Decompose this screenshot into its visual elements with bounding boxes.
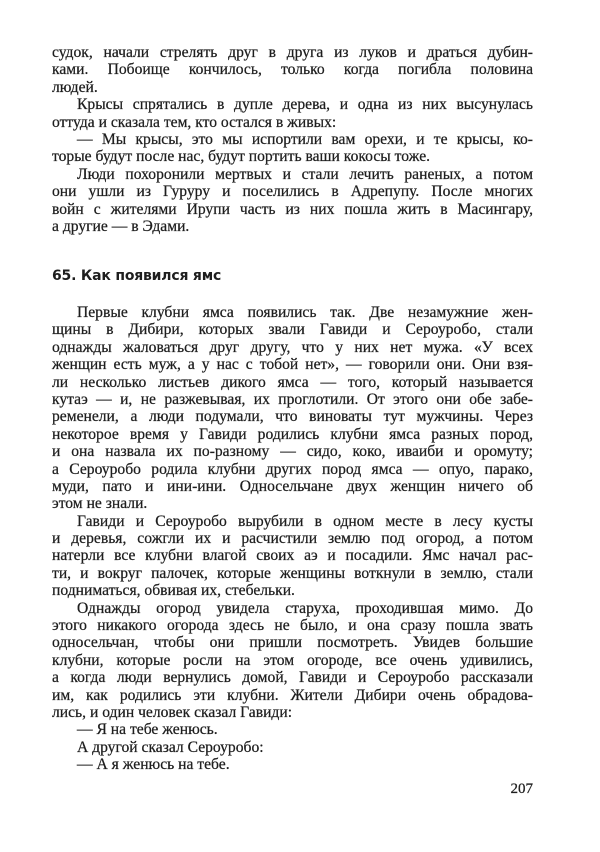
text-line: и деревья, сожгли их и расчистили землю под огород, а потом <box>52 530 533 548</box>
text-block-section <box>52 304 533 774</box>
text-line: судок, начали стрелять друг в друга из луков и драться дубин- <box>52 44 533 61</box>
text-line: оттуда и сказала тем, кто остался в живых: <box>52 113 337 131</box>
text-line: ременели, а люди подумали, что виноваты тут мужчины. Через <box>52 408 533 426</box>
text-line: Крысы спрятались в дупле дерева, и одна из них высунулась <box>77 96 533 114</box>
text-line: подниматься, обвивая их, стебельки. <box>52 582 295 600</box>
paragraph <box>52 756 533 773</box>
text-line: клубни, которые росли на этом огороде, все очень удивились, <box>52 651 533 669</box>
text-line: муди, пато и ини-ини. Односельчане двух женщин ничего об <box>52 477 533 495</box>
text-line: а другие — в Эдами. <box>52 217 190 235</box>
text-line: войн с жителями Ирупи часть из них пошла жить в Масингару, <box>52 200 533 218</box>
text-line: Однажды огород увидела старуха, проходившая мимо. До <box>77 599 533 617</box>
text-line: людей. <box>52 78 98 96</box>
text-line: — А я женюсь на тебе. <box>77 756 230 774</box>
text-line: кутаэ — и, не разжевывая, их проглотили. От этого они обе забе- <box>52 390 533 408</box>
text-line: торые будут после нас, будут портить ваши кокосы тоже. <box>52 148 431 166</box>
text-line: а Сероуробо родила клубни других пород ямса — опуо, парако, <box>52 460 533 478</box>
paragraph <box>52 600 533 722</box>
text-line: А другой сказал Сероуробо: <box>77 738 264 756</box>
text-line: — Мы крысы, это мы испортили вам орехи, и те крысы, ко- <box>77 130 533 148</box>
page-number: 207 <box>510 781 533 797</box>
text-line: они ушли из Гуруру и поселились в Адрепупу. После многих <box>52 183 533 201</box>
text-block-continuation <box>52 44 533 235</box>
paragraph <box>52 304 533 513</box>
paragraph <box>52 166 533 236</box>
text-line: Люди похоронили мертвых и стали лечить раненых, а потом <box>77 165 533 183</box>
paragraph <box>52 131 533 166</box>
section-heading: 65. Как появился ямс <box>52 268 222 284</box>
paragraph <box>52 44 533 96</box>
text-line: односельчан, чтобы они пришли посмотреть. Увидев большие <box>52 634 533 652</box>
text-line: натерли все клубни влагой своих аэ и посадили. Ямс начал рас- <box>52 547 533 565</box>
text-line: этого никакого огорода здесь не было, и она сразу пошла звать <box>52 617 533 635</box>
text-line: им, как родились эти клубни. Жители Дибири очень обрадова- <box>52 686 533 704</box>
text-line: — Я на тебе женюсь. <box>77 721 218 739</box>
text-line: некоторое время у Гавиди родились клубни ямса разных пород, <box>52 425 533 443</box>
text-line: ти, и вокруг палочек, которые женщины воткнули в землю, стали <box>52 564 533 582</box>
paragraph <box>52 96 533 131</box>
paragraph <box>52 739 533 756</box>
text-line: однажды жаловаться друг другу, что у них нет мужа. «У всех <box>52 338 533 356</box>
text-line: женщин есть муж, а у нас с тобой нет», — говорили они. Они взя- <box>52 356 533 374</box>
text-line: Первые клубни ямса появились так. Две незамужние жен- <box>77 304 533 321</box>
text-line: а когда люди вернулись домой, Гавиди и Сероуробо рассказали <box>52 669 533 687</box>
paragraph <box>52 721 533 738</box>
text-line: и она назвала их по-разному — сидо, коко, иваиби и оромуту; <box>52 443 533 461</box>
text-line: ками. Побоище кончилось, только когда погибла половина <box>52 61 533 79</box>
text-line: ли несколько листьев дикого ямса — того, который называется <box>52 373 533 391</box>
text-line: лись, и один человек сказал Гавиди: <box>52 703 293 721</box>
text-line: Гавиди и Сероуробо вырубили в одном месте в лесу кусты <box>77 512 533 530</box>
text-line: этом не знали. <box>52 495 148 513</box>
paragraph <box>52 513 533 600</box>
text-line: щины в Дибири, которых звали Гавиди и Сероуробо, стали <box>52 321 533 339</box>
